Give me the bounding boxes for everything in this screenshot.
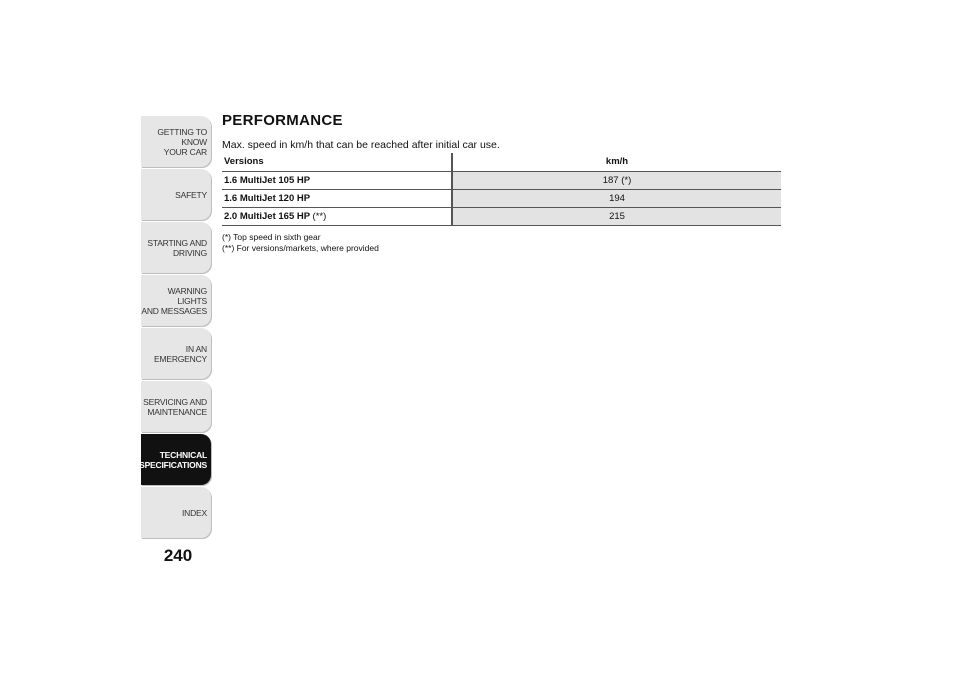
speed-cell: 194 xyxy=(452,189,781,207)
tab-technical-specifications[interactable] xyxy=(141,434,211,485)
tab-label: TECHNICAL SPECIFICATIONS xyxy=(139,449,207,470)
tab-label: INDEX xyxy=(182,507,207,518)
tab-warning-lights[interactable] xyxy=(141,275,211,326)
version-name: 1.6 MultiJet 120 HP xyxy=(224,192,311,204)
tab-safety[interactable] xyxy=(141,169,211,220)
speed-cell: 187 (*) xyxy=(452,171,781,189)
footnote: (**) For versions/markets, where provided xyxy=(222,243,379,253)
chapter-tabs xyxy=(141,116,211,540)
tab-label: STARTING AND DRIVING xyxy=(147,237,207,258)
version-cell xyxy=(222,207,452,225)
performance-table xyxy=(222,153,781,226)
speed-cell: 215 xyxy=(452,207,781,225)
header-versions: Versions xyxy=(222,153,452,171)
footnotes xyxy=(222,232,379,254)
table-header-row xyxy=(222,153,781,171)
version-cell xyxy=(222,171,452,189)
page-number: 240 xyxy=(163,546,193,565)
header-kmh: km/h xyxy=(452,153,781,171)
tab-index[interactable] xyxy=(141,487,211,538)
tab-getting-to-know[interactable] xyxy=(141,116,211,167)
tab-starting-driving[interactable] xyxy=(141,222,211,273)
table-row xyxy=(222,171,781,189)
version-name: 2.0 MultiJet 165 HP xyxy=(224,210,310,222)
table-row xyxy=(222,207,781,225)
tab-servicing-maintenance[interactable] xyxy=(141,381,211,432)
tab-in-an-emergency[interactable] xyxy=(141,328,211,379)
footnote: (*) Top speed in sixth gear xyxy=(222,232,321,242)
version-note: (**) xyxy=(312,210,327,222)
section-intro: Max. speed in km/h that can be reached after initial car use. xyxy=(222,139,500,151)
tab-label: WARNING LIGHTS AND MESSAGES xyxy=(141,285,207,316)
section-title: PERFORMANCE xyxy=(222,112,343,129)
tab-label: GETTING TO KNOW YOUR CAR xyxy=(157,126,207,157)
tab-label: IN AN EMERGENCY xyxy=(154,343,207,364)
table-row xyxy=(222,189,781,207)
version-name: 1.6 MultiJet 105 HP xyxy=(224,174,311,186)
tab-label: SERVICING AND MAINTENANCE xyxy=(143,396,207,417)
version-cell xyxy=(222,189,452,207)
tab-label: SAFETY xyxy=(175,189,207,200)
